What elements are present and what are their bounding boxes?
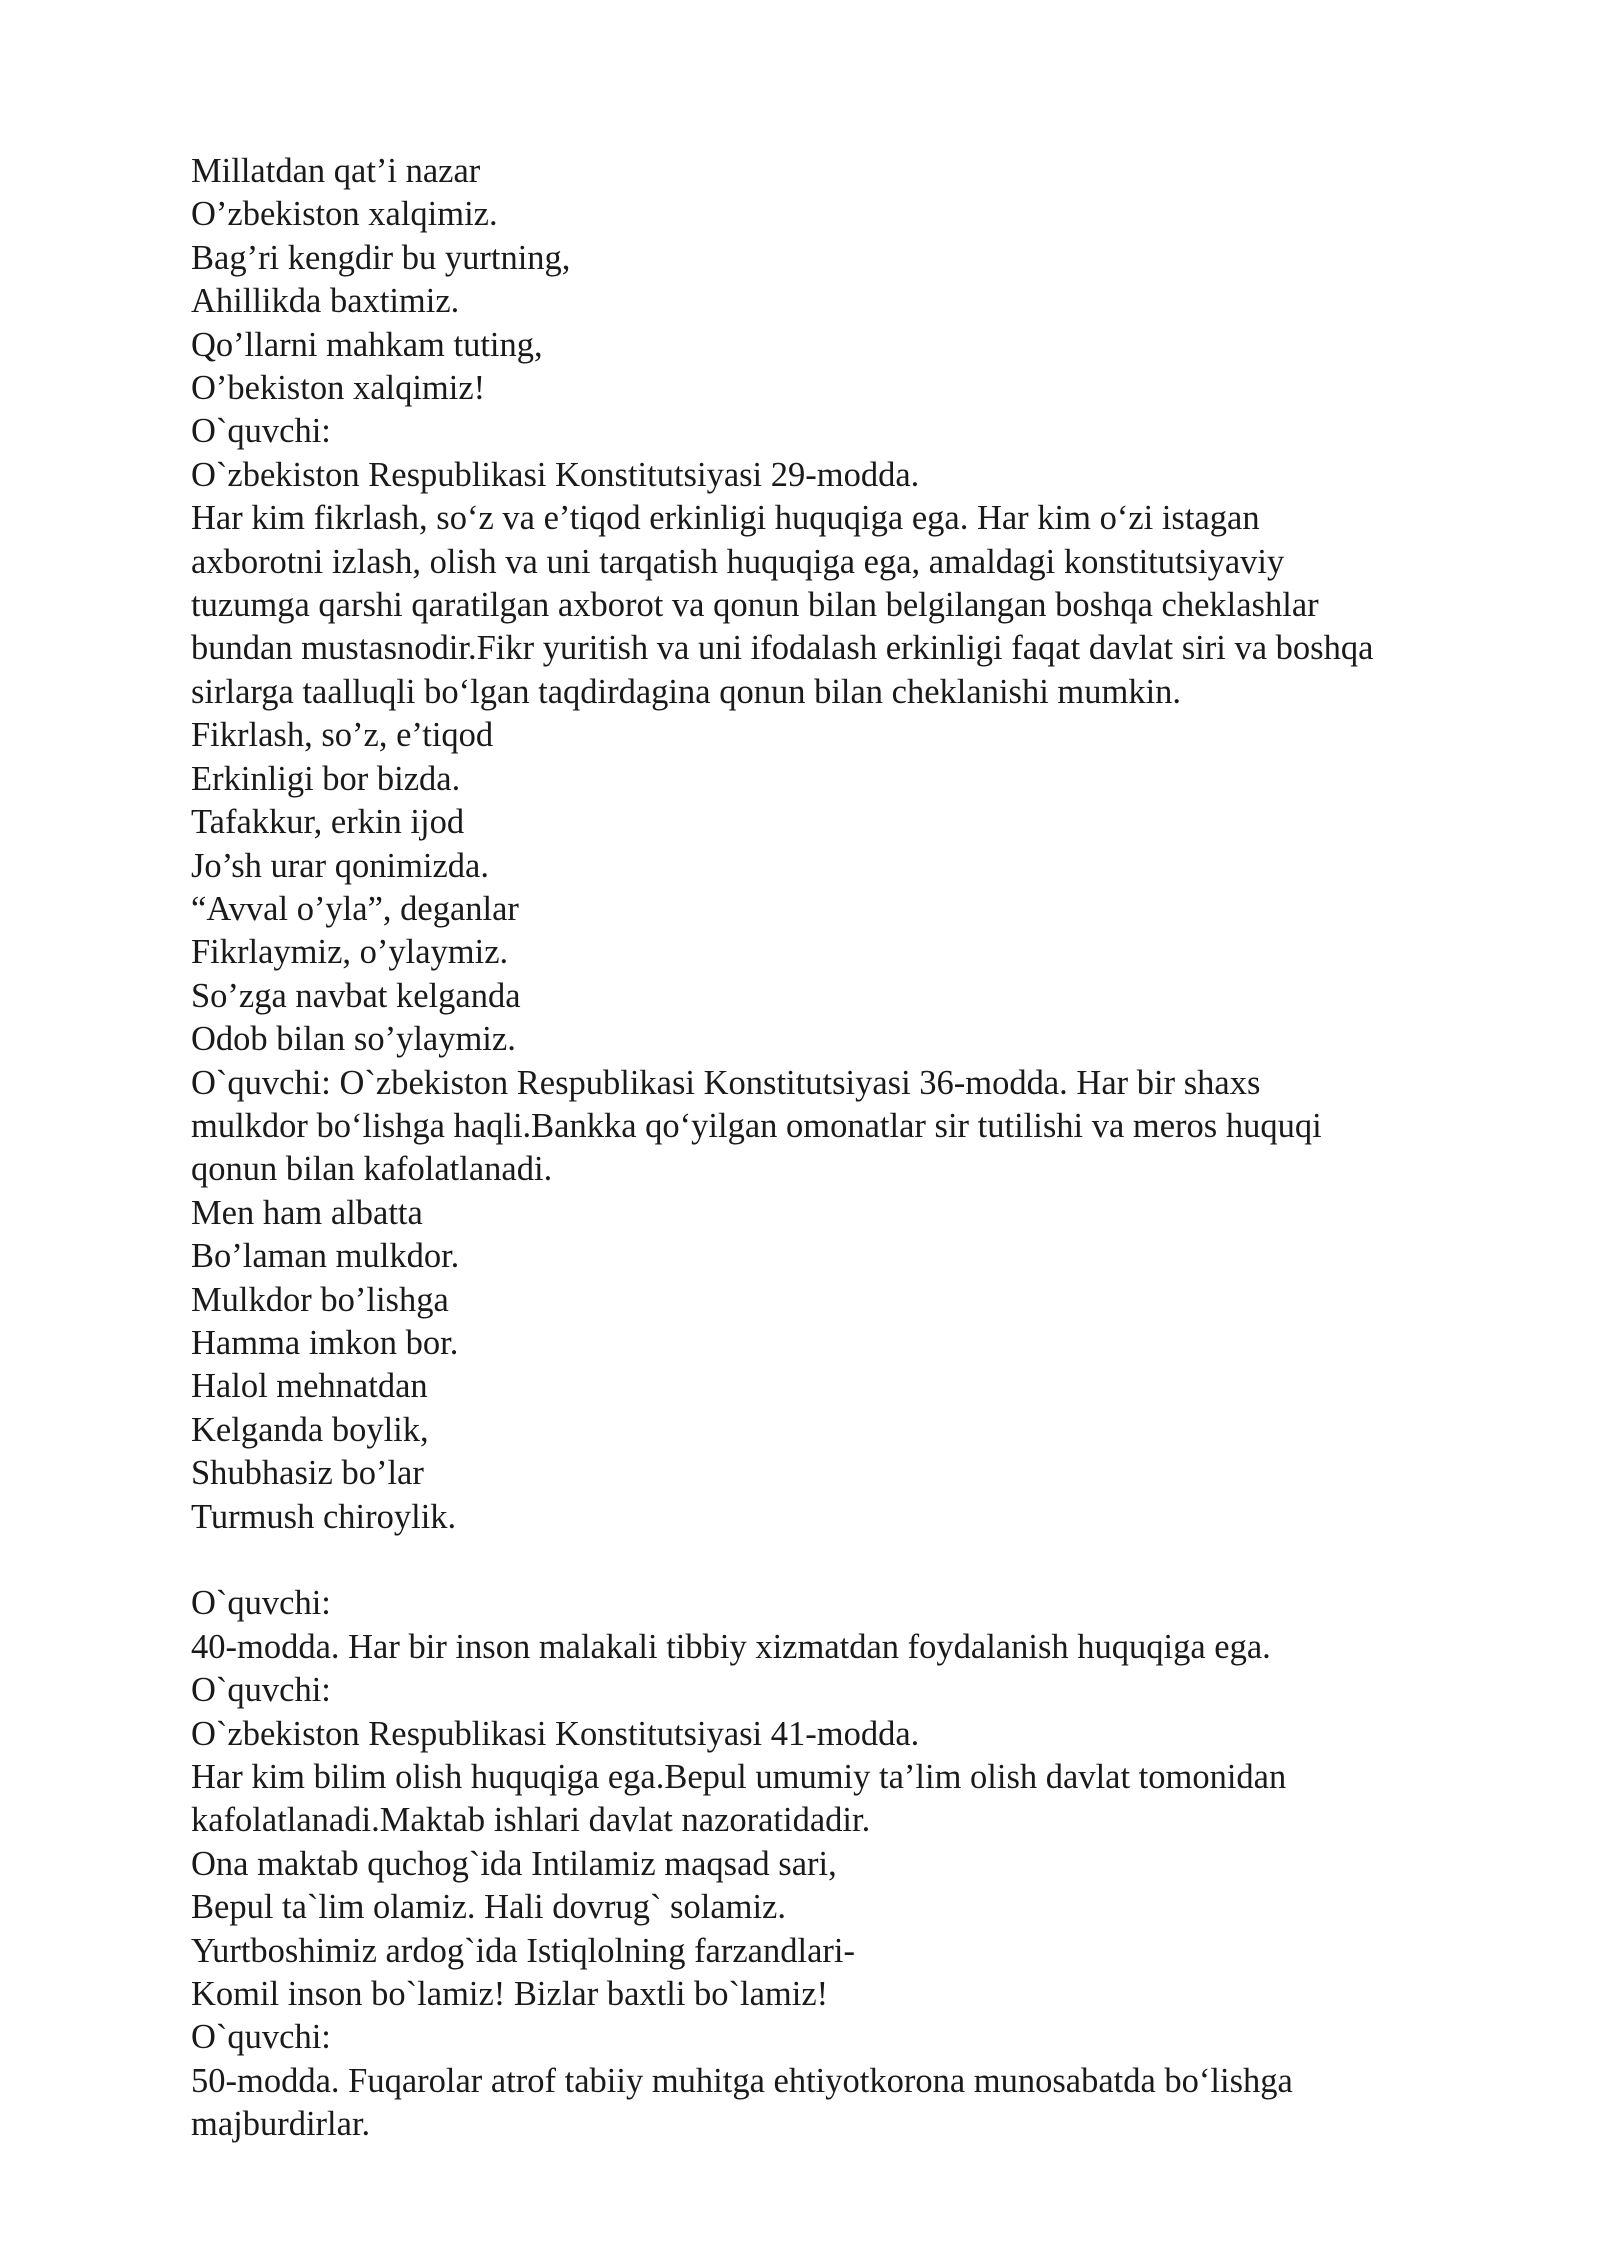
text-line: O`zbekiston Respublikasi Konstitutsiyasi 29-modda.: [191, 455, 920, 494]
text-line: Tafakkur, erkin ijod: [191, 803, 465, 842]
text-line: Jo’sh urar qonimizda.: [191, 846, 489, 885]
text-line: Fikrlash, so’z, e’tiqod: [191, 716, 494, 755]
text-line: O`quvchi: O`zbekiston Respublikasi Konstitutsiyasi 36-modda. Har bir shaxs: [191, 1063, 1261, 1102]
text-line: Har kim fikrlash, so‘z va e’tiqod erkinligi huquqiga ega. Har kim o‘zi istagan: [191, 499, 1260, 538]
text-line: Odob bilan so’ylaymiz.: [191, 1020, 516, 1059]
text-line: qonun bilan kafolatlanadi.: [191, 1150, 553, 1189]
text-line: Bag’ri kengdir bu yurtning,: [191, 238, 571, 277]
text-line: Erkinligi bor bizda.: [191, 759, 461, 798]
text-line: O`zbekiston Respublikasi Konstitutsiyasi 41-modda.: [191, 1714, 920, 1753]
text-line: Qo’llarni mahkam tuting,: [191, 325, 543, 364]
text-line: Shubhasiz bo’lar: [191, 1454, 424, 1493]
text-line: O’zbekiston xalqimiz.: [191, 195, 498, 234]
text-line: tuzumga qarshi qaratilgan axborot va qonun bilan belgilangan boshqa cheklashlar: [191, 586, 1319, 625]
text-line: axborotni izlash, olish va uni tarqatish huquqiga ega, amaldagi konstitutsiyaviy: [191, 542, 1285, 581]
blank-line: [191, 1539, 1521, 1582]
text-line: 40-modda. Har bir inson malakali tibbiy xizmatdan foydalanish huquqiga ega.: [191, 1627, 1271, 1666]
text-line: sirlarga taalluqli bo‘lgan taqdirdagina qonun bilan cheklanishi mumkin.: [191, 672, 1182, 711]
text-line: Ona maktab quchog`ida Intilamiz maqsad sari,: [191, 1844, 837, 1883]
text-line: majburdirlar.: [191, 2105, 371, 2144]
speaker-label: O`quvchi:: [191, 2018, 331, 2057]
text-line: Hamma imkon bor.: [191, 1323, 459, 1362]
text-line: Millatdan qat’i nazar: [191, 152, 481, 190]
text-line: Bo’laman mulkdor.: [191, 1237, 460, 1276]
text-line: “Avval o’yla”, deganlar: [191, 889, 519, 928]
text-line: Har kim bilim olish huquqiga ega.Bepul umumiy ta’lim olish davlat tomonidan: [191, 1758, 1287, 1797]
text-line: Komil inson bo`lamiz! Bizlar baxtli bo`lamiz!: [191, 1975, 829, 2014]
text-line: Mulkdor bo’lishga: [191, 1280, 449, 1319]
text-line: kafolatlanadi.Maktab ishlari davlat nazoratidadir.: [191, 1801, 871, 1840]
speaker-label: O`quvchi:: [191, 412, 331, 451]
text-line: Ahillikda baxtimiz.: [191, 282, 460, 321]
text-line: mulkdor bo‘lishga haqli.Bankka qo‘yilgan omonatlar sir tutilishi va meros huquqi: [191, 1106, 1322, 1145]
text-line: Halol mehnatdan: [191, 1367, 428, 1406]
text-line: Fikrlaymiz, o’ylaymiz.: [191, 933, 509, 972]
text-line: Yurtboshimiz ardog`ida Istiqlolning farzandlari-: [191, 1931, 855, 1970]
text-line: bundan mustasnodir.Fikr yuritish va uni ifodalash erkinligi faqat davlat siri va boshqa: [191, 629, 1374, 668]
text-line: O’bekiston xalqimiz!: [191, 369, 486, 408]
text-line: Bepul ta`lim olamiz. Hali dovrug` solamiz.: [191, 1888, 786, 1927]
document-body: [191, 150, 1521, 2147]
text-line: Turmush chiroylik.: [191, 1497, 457, 1536]
text-line: Men ham albatta: [191, 1193, 423, 1232]
speaker-label: O`quvchi:: [191, 1671, 331, 1710]
text-line: Kelganda boylik,: [191, 1410, 429, 1449]
text-line: 50-modda. Fuqarolar atrof tabiiy muhitga ehtiyotkorona munosabatda bo‘lishga: [191, 2061, 1293, 2100]
speaker-label: O`quvchi:: [191, 1584, 331, 1623]
text-line: So’zga navbat kelganda: [191, 976, 521, 1015]
